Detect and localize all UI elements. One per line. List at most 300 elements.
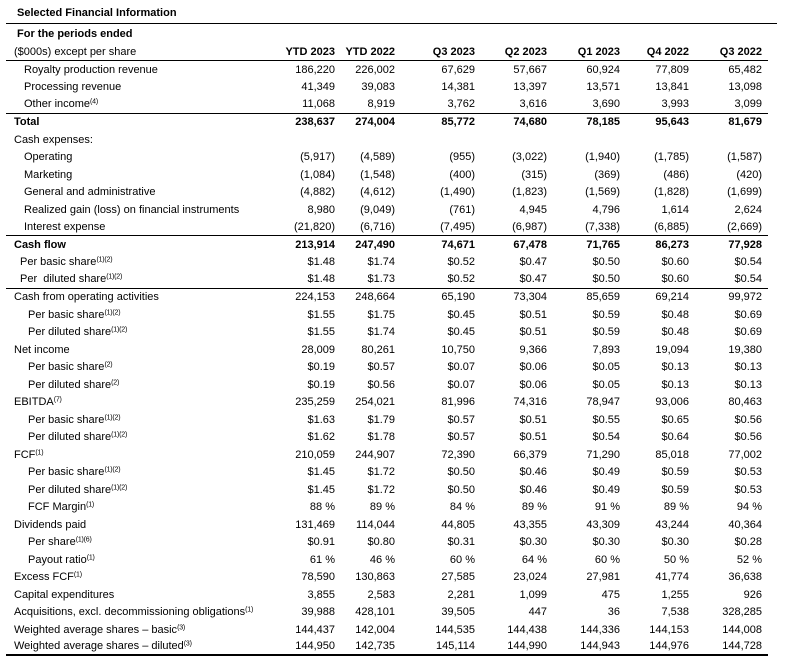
cell: 41,774: [655, 571, 689, 584]
cell: 235,259: [295, 396, 335, 409]
cell: 3,099: [734, 98, 762, 111]
table-row: [6, 149, 768, 167]
table-row: [6, 464, 768, 482]
cell: 28,009: [301, 343, 335, 356]
table-row: [6, 79, 768, 97]
cell: 926: [743, 588, 762, 601]
cell: 86,273: [655, 238, 689, 251]
footnote-reference: (7): [53, 396, 62, 404]
cell: 77,809: [655, 63, 689, 76]
row-label-text: Net income: [14, 343, 70, 356]
cell: $0.52: [447, 273, 475, 286]
cell: (6,885): [654, 220, 689, 233]
row-label-text: Per basic share: [20, 256, 97, 269]
row-label: [6, 169, 260, 181]
cell: $0.47: [519, 273, 547, 286]
cell: $0.52: [447, 256, 475, 269]
cell: (1,823): [512, 186, 547, 199]
units-label: ($000s) except per share: [14, 45, 137, 58]
table-row: [6, 271, 768, 289]
row-label-text: Operating: [24, 151, 73, 164]
cell: 130,863: [355, 571, 395, 584]
column-header: Q3 2023: [432, 45, 475, 58]
cell: $0.07: [447, 378, 475, 391]
cell: $1.73: [367, 273, 395, 286]
cell: 224,153: [295, 291, 335, 304]
cell: 11,068: [302, 98, 335, 111]
cell: (6,716): [360, 220, 395, 233]
table-row: [6, 114, 768, 132]
cell: $0.56: [734, 431, 762, 444]
cell: 67,478: [513, 238, 547, 251]
cell: $0.31: [447, 536, 475, 549]
cell: (21,820): [294, 220, 335, 233]
cell: 1,099: [519, 588, 547, 601]
cell: $0.50: [447, 483, 475, 496]
cell: $0.69: [734, 326, 762, 339]
cell: 39,505: [441, 606, 475, 619]
cell: 39,988: [301, 606, 335, 619]
cell: 81,996: [441, 396, 475, 409]
cell: $1.72: [367, 483, 395, 496]
cell: $0.54: [734, 256, 762, 269]
column-header: YTD 2022: [345, 45, 395, 58]
cell: 60,924: [586, 63, 620, 76]
table-row: [6, 481, 768, 499]
cell: 1,255: [661, 588, 689, 601]
cell: (955): [449, 151, 475, 164]
cell: $0.80: [367, 536, 395, 549]
cell: 57,667: [513, 63, 547, 76]
table-row: [6, 184, 768, 202]
cell: (5,917): [300, 151, 335, 164]
cell: 78,947: [586, 396, 620, 409]
footnote-reference: (1): [86, 501, 95, 509]
cell: $0.56: [367, 378, 395, 391]
row-label: [6, 571, 260, 583]
financial-table: [6, 24, 768, 656]
table-row: [6, 359, 768, 377]
table-row: [6, 621, 768, 639]
cell: 144,990: [507, 640, 547, 653]
table-row: [6, 569, 768, 587]
cell: $0.57: [447, 431, 475, 444]
footnote-reference: (1): [86, 554, 95, 562]
row-label-text: EBITDA: [14, 396, 54, 409]
cell: 244,907: [355, 448, 395, 461]
cell: $0.53: [734, 466, 762, 479]
cell: 3,690: [592, 98, 620, 111]
cell: $1.48: [307, 256, 335, 269]
cell: 69,214: [655, 291, 689, 304]
row-label-text: Per basic share: [28, 361, 105, 374]
footnote-reference: (3): [177, 624, 186, 632]
row-label: [6, 606, 260, 618]
footnote-reference: (1)(6): [75, 536, 92, 544]
cell: 43,355: [513, 518, 547, 531]
cell: 74,316: [513, 396, 547, 409]
cell: $1.63: [307, 413, 335, 426]
cell: $0.55: [592, 413, 620, 426]
cell: (4,882): [300, 186, 335, 199]
cell: $0.47: [519, 256, 547, 269]
row-label-text: Per diluted share: [28, 326, 112, 339]
cell: $1.79: [367, 413, 395, 426]
cell: 142,735: [355, 640, 395, 653]
cell: 67,629: [441, 63, 475, 76]
table-row: [6, 429, 768, 447]
cell: $0.57: [447, 413, 475, 426]
row-label-text: Weighted average shares – diluted: [14, 640, 184, 653]
table-row: [6, 219, 768, 237]
cell: 14,381: [441, 81, 475, 94]
row-label-text: Capital expenditures: [14, 588, 115, 601]
cell: 144,336: [580, 623, 620, 636]
cell: 3,616: [519, 98, 547, 111]
row-label-text: Per diluted share: [28, 483, 112, 496]
footnote-reference: (1)(2): [106, 273, 123, 281]
cell: 144,976: [649, 640, 689, 653]
cell: $0.50: [447, 466, 475, 479]
cell: 4,796: [592, 203, 620, 216]
table-row: [6, 166, 768, 184]
cell: $0.59: [592, 308, 620, 321]
cell: (7,338): [585, 220, 620, 233]
cell: $0.07: [447, 361, 475, 374]
cell: 89 %: [369, 501, 395, 514]
row-label-text: Per diluted share: [28, 431, 112, 444]
cell: $0.51: [519, 308, 547, 321]
cell: 85,772: [441, 116, 475, 129]
table-row: [6, 306, 768, 324]
cell: 71,765: [586, 238, 620, 251]
table-row: [6, 376, 768, 394]
cell: 13,571: [586, 81, 620, 94]
cell: 447: [528, 606, 547, 619]
cell: $1.45: [307, 466, 335, 479]
row-label: [6, 449, 260, 461]
cell: 226,002: [355, 63, 395, 76]
row-label-text: Acquisitions, excl. decommissioning obligations: [14, 606, 246, 619]
cell: 144,535: [435, 623, 475, 636]
cell: (4,612): [360, 186, 395, 199]
table-row: [6, 61, 768, 79]
row-label: [6, 204, 260, 216]
row-label-text: Payout ratio: [28, 553, 87, 566]
cell: $0.30: [519, 536, 547, 549]
table-row: [6, 289, 768, 307]
cell: 3,855: [307, 588, 335, 601]
cell: (420): [736, 168, 762, 181]
column-header: Q2 2023: [504, 45, 547, 58]
footnote-reference: (1)(2): [96, 256, 113, 264]
row-label: [6, 221, 260, 233]
table-subtitle: For the periods ended: [17, 27, 133, 40]
row-label: [6, 379, 260, 391]
row-label: [6, 134, 260, 146]
cell: 254,021: [355, 396, 395, 409]
cell: 78,590: [301, 571, 335, 584]
footnote-reference: (3): [183, 640, 192, 648]
cell: 44,805: [441, 518, 475, 531]
cell: 144,950: [295, 640, 335, 653]
table-row: [6, 639, 768, 657]
row-label-text: Cash from operating activities: [14, 291, 159, 304]
cell: 84 %: [449, 501, 475, 514]
cell: $1.74: [367, 256, 395, 269]
cell: 144,437: [295, 623, 335, 636]
cell: 80,261: [361, 343, 395, 356]
row-label: [6, 640, 260, 652]
cell: (1,828): [654, 186, 689, 199]
row-label: [6, 326, 260, 338]
cell: 40,364: [728, 518, 762, 531]
cell: (6,987): [512, 220, 547, 233]
cell: 72,390: [441, 448, 475, 461]
cell: $0.19: [307, 378, 335, 391]
row-label-text: Per share: [28, 536, 76, 549]
row-label: [6, 624, 260, 636]
table-row: [6, 551, 768, 569]
row-label: [6, 536, 260, 548]
row-label-text: Cash flow: [14, 238, 66, 251]
row-label: [6, 501, 260, 513]
cell: 13,397: [513, 81, 547, 94]
row-label: [6, 484, 260, 496]
cell: $0.50: [592, 256, 620, 269]
cell: 428,101: [355, 606, 395, 619]
cell: $0.48: [661, 308, 689, 321]
cell: $0.65: [661, 413, 689, 426]
cell: 27,981: [586, 571, 620, 584]
row-label: [6, 256, 260, 268]
column-header: Q4 2022: [646, 45, 689, 58]
footnote-reference: (1)(2): [111, 431, 128, 439]
row-label-text: Interest expense: [24, 220, 106, 233]
cell: 210,059: [295, 448, 335, 461]
table-row: [6, 341, 768, 359]
cell: 13,098: [728, 81, 762, 94]
table-row: [6, 604, 768, 622]
column-header: YTD 2023: [285, 45, 335, 58]
cell: (369): [594, 168, 620, 181]
cell: $1.55: [307, 326, 335, 339]
cell: 475: [601, 588, 620, 601]
cell: $0.54: [734, 273, 762, 286]
cell: $0.60: [661, 256, 689, 269]
footnote-reference: (1)(2): [104, 414, 121, 422]
cell: $0.50: [592, 273, 620, 286]
row-label: [6, 519, 260, 531]
cell: $0.13: [734, 378, 762, 391]
row-label: [6, 239, 260, 251]
row-label-text: Cash expenses:: [14, 133, 93, 146]
row-label-text: Total: [14, 116, 40, 129]
cell: 74,680: [513, 116, 547, 129]
cell: 89 %: [663, 501, 689, 514]
row-label-text: Realized gain (loss) on financial instruments: [24, 203, 240, 216]
row-label: [6, 273, 260, 285]
cell: 186,220: [295, 63, 335, 76]
cell: $0.05: [592, 378, 620, 391]
cell: $0.28: [734, 536, 762, 549]
cell: (4,589): [360, 151, 395, 164]
column-header: Q3 2022: [719, 45, 762, 58]
footnote-reference: (1): [245, 606, 254, 614]
cell: $0.45: [447, 308, 475, 321]
table-row: [6, 324, 768, 342]
row-label: [6, 431, 260, 443]
table-row: [6, 131, 768, 149]
cell: (1,548): [360, 168, 395, 181]
footnote-reference: (1)(2): [111, 484, 128, 492]
cell: 2,583: [367, 588, 395, 601]
table-row: [6, 201, 768, 219]
cell: 71,290: [586, 448, 620, 461]
cell: $0.48: [661, 326, 689, 339]
table-rows: [6, 61, 768, 656]
row-label: [6, 554, 260, 566]
cell: 36,638: [728, 571, 762, 584]
cell: $1.48: [307, 273, 335, 286]
cell: 85,018: [655, 448, 689, 461]
footnote-reference: (1)(2): [104, 309, 121, 317]
footnote-reference: (2): [104, 361, 113, 369]
cell: 144,438: [507, 623, 547, 636]
row-label: [6, 151, 260, 163]
row-label: [6, 414, 260, 426]
cell: (400): [449, 168, 475, 181]
cell: 85,659: [586, 291, 620, 304]
cell: 95,643: [655, 116, 689, 129]
table-row: [6, 96, 768, 114]
cell: 73,304: [513, 291, 547, 304]
row-label-text: Marketing: [24, 168, 73, 181]
cell: $1.75: [367, 308, 395, 321]
row-label: [6, 64, 260, 76]
row-label: [6, 466, 260, 478]
row-label: [6, 344, 260, 356]
table-row: [6, 254, 768, 272]
cell: 19,380: [728, 343, 762, 356]
row-label: [6, 81, 260, 93]
cell: 213,914: [295, 238, 335, 251]
row-label-text: Processing revenue: [24, 81, 122, 94]
row-label: [6, 589, 260, 601]
cell: $0.60: [661, 273, 689, 286]
cell: (315): [521, 168, 547, 181]
cell: 19,094: [655, 343, 689, 356]
cell: 60 %: [449, 553, 475, 566]
footnote-reference: (1)(2): [104, 466, 121, 474]
cell: (486): [663, 168, 689, 181]
cell: 4,945: [519, 203, 547, 216]
cell: 43,244: [655, 518, 689, 531]
cell: $0.59: [661, 466, 689, 479]
table-row: [6, 586, 768, 604]
cell: 10,750: [441, 343, 475, 356]
cell: (1,699): [727, 186, 762, 199]
table-row: [6, 534, 768, 552]
cell: 50 %: [663, 553, 689, 566]
cell: 65,482: [728, 63, 762, 76]
cell: 64 %: [521, 553, 547, 566]
table-row: [6, 411, 768, 429]
cell: (3,022): [512, 151, 547, 164]
cell: $0.53: [734, 483, 762, 496]
cell: $0.30: [661, 536, 689, 549]
row-label-text: Excess FCF: [14, 571, 74, 584]
footnote-reference: (2): [111, 379, 120, 387]
cell: $0.19: [307, 361, 335, 374]
cell: 43,309: [586, 518, 620, 531]
cell: (7,495): [440, 220, 475, 233]
cell: $0.46: [519, 466, 547, 479]
cell: 80,463: [728, 396, 762, 409]
cell: $0.06: [519, 361, 547, 374]
row-label: [6, 361, 260, 373]
cell: $0.13: [661, 361, 689, 374]
cell: 144,728: [722, 640, 762, 653]
cell: (1,569): [585, 186, 620, 199]
row-label-text: Per basic share: [28, 413, 105, 426]
footnote-reference: (1): [35, 449, 44, 457]
cell: $0.51: [519, 413, 547, 426]
cell: (9,049): [360, 203, 395, 216]
cell: $0.46: [519, 483, 547, 496]
cell: 89 %: [521, 501, 547, 514]
cell: $0.49: [592, 483, 620, 496]
cell: $0.56: [734, 413, 762, 426]
cell: 60 %: [594, 553, 620, 566]
cell: 27,585: [441, 571, 475, 584]
cell: 2,281: [447, 588, 475, 601]
cell: $0.57: [367, 361, 395, 374]
cell: 78,185: [586, 116, 620, 129]
page-title: Selected Financial Information: [6, 4, 777, 24]
column-header-row: [6, 43, 768, 61]
cell: 144,008: [722, 623, 762, 636]
row-label: [6, 396, 260, 408]
cell: 9,366: [519, 343, 547, 356]
cell: $0.13: [734, 361, 762, 374]
table-row: [6, 446, 768, 464]
cell: 23,024: [513, 571, 547, 584]
cell: 66,379: [513, 448, 547, 461]
cell: $0.30: [592, 536, 620, 549]
cell: (1,785): [654, 151, 689, 164]
table-row: [6, 499, 768, 517]
cell: (1,587): [727, 151, 762, 164]
cell: 7,538: [661, 606, 689, 619]
table-row: [6, 516, 768, 534]
row-label-text: Weighted average shares – basic: [14, 623, 178, 636]
cell: $1.62: [307, 431, 335, 444]
cell: $0.59: [592, 326, 620, 339]
column-header: Q1 2023: [577, 45, 620, 58]
cell: $0.91: [307, 536, 335, 549]
row-label: [6, 116, 260, 128]
cell: $1.55: [307, 308, 335, 321]
row-label-text: Per diluted share: [20, 273, 107, 286]
cell: 248,664: [355, 291, 395, 304]
row-label-text: General and administrative: [24, 186, 156, 199]
cell: $1.45: [307, 483, 335, 496]
row-label-text: Royalty production revenue: [24, 63, 158, 76]
cell: (1,490): [440, 186, 475, 199]
cell: 247,490: [355, 238, 395, 251]
cell: 3,993: [661, 98, 689, 111]
